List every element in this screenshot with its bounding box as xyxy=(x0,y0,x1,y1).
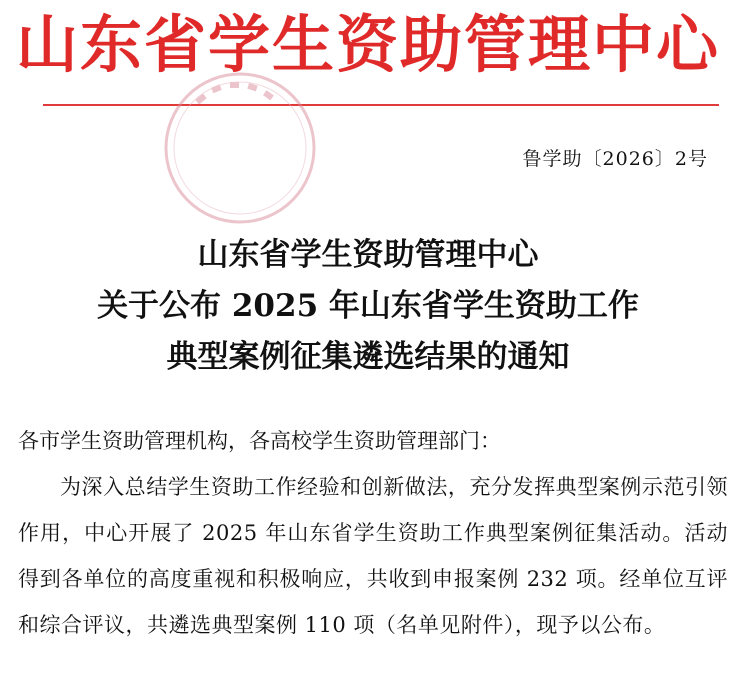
title-line-2: 关于公布 2025 年山东省学生资助工作 xyxy=(97,288,639,324)
document-number: 鲁学助〔2026〕2号 xyxy=(522,148,708,170)
body-paragraph: 为深入总结学生资助工作经验和创新做法，充分发挥典型案例示范引领作用，中心开展了 2025 年山东省学生资助工作典型案例征集活动。活动得到各单位的高度重视和积极响应，共收到申报案例 232 项。经单位互评和综合评议，共遴选典型案例 110 项（名单见附件），现予以公布。 xyxy=(18,475,728,637)
official-seal-stamp xyxy=(160,68,320,228)
title-line-3: 典型案例征集遴选结果的通知 xyxy=(166,339,570,375)
document-body xyxy=(18,418,728,648)
document-title xyxy=(0,230,736,383)
salutation: 各市学生资助管理机构，各高校学生资助管理部门： xyxy=(18,429,501,453)
masthead-title: 山东省学生资助管理中心 xyxy=(15,8,720,81)
title-line-1: 山东省学生资助管理中心 xyxy=(197,237,539,273)
masthead-divider xyxy=(43,104,719,106)
